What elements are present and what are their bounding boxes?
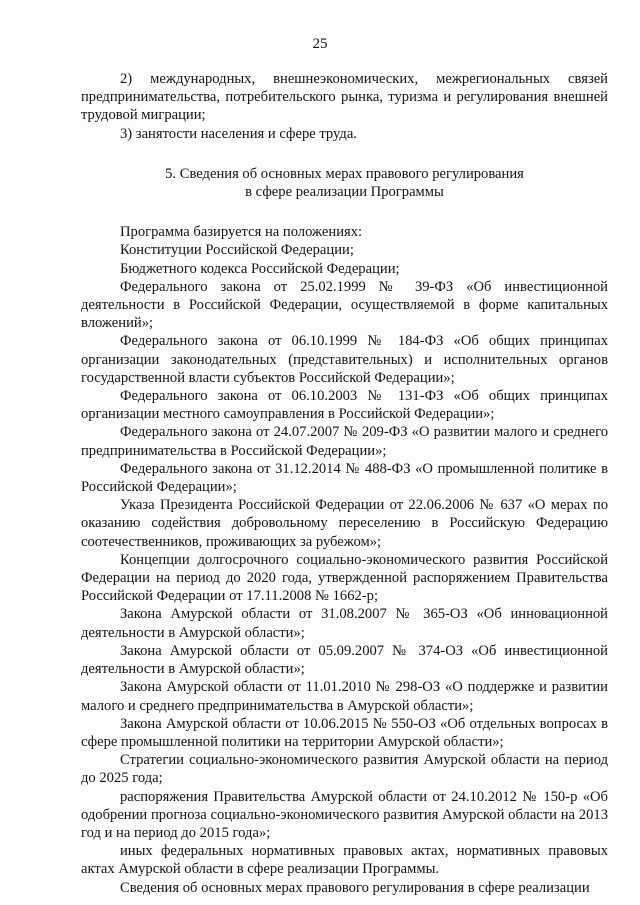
paragraph: Федерального закона от 31.12.2014 № 488-ФЗ «О промышленной политике в Российской Федерации»; bbox=[81, 460, 608, 496]
paragraph: Федерального закона от 06.10.2003 № 131-ФЗ «Об общих принципах организации местного самоуправления в Российской Федерации»; bbox=[81, 388, 608, 423]
paragraph: Конституции Российской Федерации; bbox=[120, 242, 354, 259]
paragraph: Стратегии социально-экономического развития Амурской области на период до 2025 года; bbox=[81, 752, 608, 787]
paragraph: Федерального закона от 24.07.2007 № 209-ФЗ «О развитии малого и среднего предпринимательства в Российской Федерации»; bbox=[81, 424, 608, 459]
paragraph: Закона Амурской области от 31.08.2007 № 365-ОЗ «Об инновационной деятельности в Амурской области»; bbox=[81, 606, 608, 641]
section-heading-line: в сфере реализации Программы bbox=[245, 184, 444, 201]
list-item: 3) занятости населения и сфере труда. bbox=[120, 125, 357, 142]
paragraph: Указа Президента Российской Федерации от 22.06.2006 № 637 «О мерах по оказанию содействия добровольному переселению в Российскую Федерацию соотечественников, проживающих за рубежом»; bbox=[81, 497, 608, 550]
page-number: 25 bbox=[312, 36, 328, 52]
section-heading bbox=[81, 165, 608, 201]
paragraph: Программа базируется на положениях: bbox=[120, 224, 363, 241]
paragraph: Федерального закона от 25.02.1999 № 39-ФЗ «Об инвестиционной деятельности в Российской Федерации, осуществляемой в форме капитальных вложений»; bbox=[81, 278, 608, 332]
paragraph: Бюджетного кодекса Российской Федерации; bbox=[120, 260, 400, 277]
paragraph: Федерального закона от 06.10.1999 № 184-ФЗ «Об общих принципах организации законодательных (представительных) и исполнительных органов государственной власти субъектов Российской Федерации»; bbox=[81, 333, 608, 386]
paragraph: Закона Амурской области от 11.01.2010 № 298-ОЗ «О поддержке и развитии малого и среднего предпринимательства в Амурской области»; bbox=[81, 679, 608, 714]
paragraph: Сведения об основных мерах правового регулирования в сфере реализации bbox=[120, 879, 590, 896]
paragraph: Концепции долгосрочного социально-экономического развития Российской Федерации на период до 2020 года, утвержденной распоряжением Правительства Российской Федерации от 17.11.2008 № 1662-р; bbox=[81, 551, 608, 605]
paragraph: Закона Амурской области от 10.06.2015 № 550-ОЗ «Об отдельных вопросах в сфере промышленной политики на территории Амурской области»; bbox=[81, 715, 608, 750]
document-body bbox=[81, 70, 608, 897]
paragraph: распоряжения Правительства Амурской области от 24.10.2012 № 150-р «Об одобрении прогноза социально-экономического развития Амурской области на 2013 год и на период до 2015 года»; bbox=[81, 788, 608, 841]
paragraph: Закона Амурской области от 05.09.2007 № 374-ОЗ «Об инвестиционной деятельности в Амурской области»; bbox=[81, 642, 608, 678]
paragraph: иных федеральных нормативных правовых актах, нормативных правовых актах Амурской области в сфере реализации Программы. bbox=[81, 843, 608, 878]
section-heading-line: 5. Сведения об основных мерах правового регулирования bbox=[165, 165, 524, 182]
list-item: 2) международных, внешнеэкономических, межрегиональных связей предпринимательства, потребительского рынка, туризма и регулирования внешней трудовой миграции; bbox=[81, 71, 608, 124]
